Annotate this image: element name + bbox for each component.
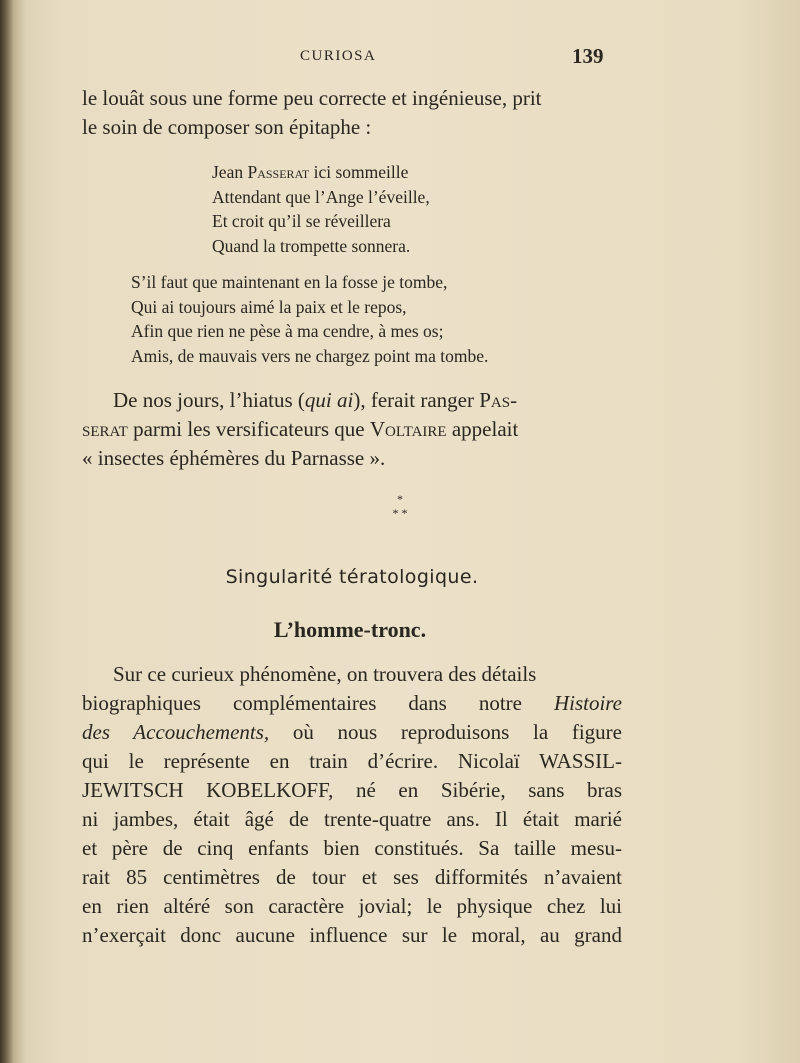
article-line: n’exerçait donc aucune influence sur le moral, au grand bbox=[82, 923, 622, 947]
book-title-cont: des Accouchements, bbox=[82, 720, 270, 744]
book-title: Histoire bbox=[553, 691, 622, 715]
commentary-line-2: serat parmi les versificateurs que Voltaire appelait bbox=[82, 417, 519, 441]
article-line: et père de cinq enfants bien constitués. Sa taille mesu- bbox=[82, 836, 622, 860]
epitaph-stanza-2 bbox=[131, 270, 488, 368]
article-line: qui le représente en train d’écrire. Nicolaï WASSIL- bbox=[82, 749, 622, 773]
article-line: JEWITSCH KOBELKOFF, né en Sibérie, sans bras bbox=[82, 778, 622, 802]
separator-star-top: * bbox=[397, 492, 403, 506]
running-head bbox=[0, 44, 800, 68]
article-line: rait 85 centimètres de tour et ses difformités n’avaient bbox=[82, 865, 622, 889]
verse-line: Attendant que l’Ange l’éveille, bbox=[212, 186, 430, 207]
commentary-line-3: « insectes éphémères du Parnasse ». bbox=[82, 446, 386, 470]
verse-line: Quand la trompette sonnera. bbox=[212, 235, 411, 256]
running-head-title: CURIOSA bbox=[300, 48, 377, 64]
article-paragraph bbox=[82, 660, 622, 950]
verse-line: S’il faut que maintenant en la fosse je tombe, bbox=[131, 272, 448, 292]
verse-line: Jean Passerat ici sommeille bbox=[212, 162, 409, 182]
intro-line-1: le louât sous une forme peu correcte et ingénieuse, prit bbox=[82, 86, 542, 110]
article-line: des Accouchements, où nous reproduisons la figure bbox=[82, 720, 622, 744]
article-line: biographiques complémentaires dans notre Histoire bbox=[82, 691, 622, 715]
verse-line: Qui ai toujours aimé la paix et le repos, bbox=[131, 296, 407, 317]
intro-line-2: le soin de composer son épitaphe : bbox=[82, 115, 372, 139]
author-name: Passerat bbox=[247, 162, 310, 182]
article-line: Sur ce curieux phénomène, on trouvera des détails bbox=[113, 662, 537, 686]
intro-paragraph bbox=[82, 84, 622, 142]
commentary-paragraph bbox=[82, 386, 622, 473]
article-line: en rien altéré son caractère jovial; le physique chez lui bbox=[82, 894, 622, 918]
verse-line: Afin que rien ne pèse à ma cendre, à mes os; bbox=[131, 321, 444, 341]
section-subtitle: L’homme-tronc. bbox=[273, 617, 427, 642]
commentary-line-1: De nos jours, l’hiatus (qui ai), ferait ranger Pas- bbox=[113, 388, 518, 412]
separator-stars-bottom: * * bbox=[392, 506, 408, 520]
epitaph-stanza-1 bbox=[212, 160, 430, 258]
page-number: 139 bbox=[572, 44, 604, 68]
section-title: Singularité tératologique. bbox=[225, 566, 479, 588]
verse-line: Amis, de mauvais vers ne chargez point ma tombe. bbox=[131, 345, 489, 366]
verse-line: Et croit qu’il se réveillera bbox=[212, 211, 391, 231]
article-line: ni jambes, était âgé de trente-quatre ans. Il était marié bbox=[82, 807, 622, 831]
section-separator bbox=[0, 492, 800, 520]
